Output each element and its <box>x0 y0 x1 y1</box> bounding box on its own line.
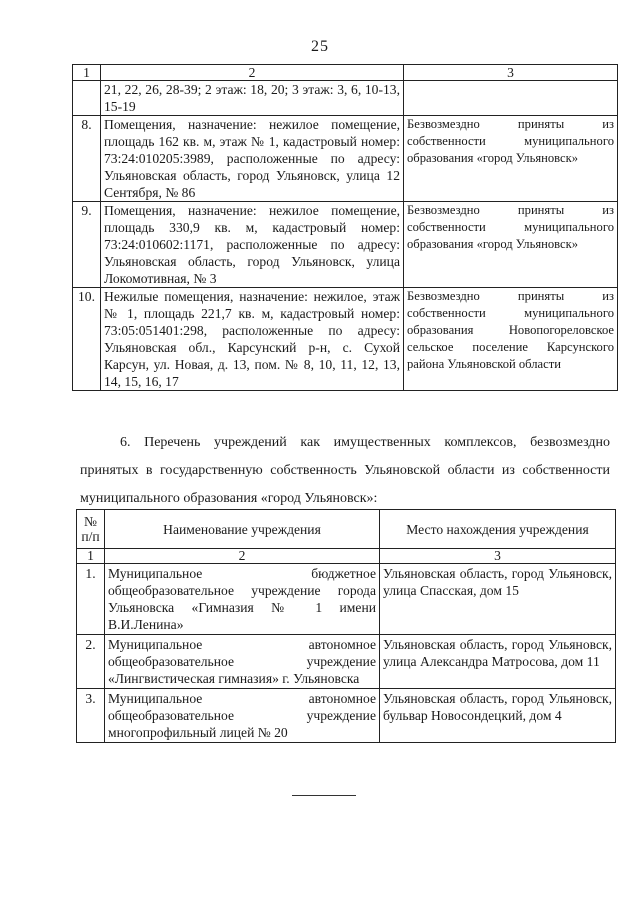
property-description: Помещения, назначение: нежилое помещение, площадь 162 кв. м, этаж № 1, кадастровый номер: 73:24:010205:3989, расположенные по адресу: Ульяновская область, город Ульяновск, улица 12 Сентября, № 86 <box>101 116 404 202</box>
table-row <box>73 202 618 288</box>
header-location: Место нахождения учреждения <box>380 510 616 549</box>
transfer-basis: Безвозмездно приняты из собственности муниципального образования Новопогореловское сельское поселение Карсунского района Ульяновской области <box>404 288 618 391</box>
row-number: 1. <box>77 564 105 635</box>
table-row <box>73 288 618 391</box>
property-description: Помещения, назначение: нежилое помещение, площадь 330,9 кв. м, кадастровый номер: 73:24:010602:1171, расположенные по адресу: Ульяновская область, город Ульяновск, улица Локомотивная, № 3 <box>101 202 404 288</box>
column-index-1: 1 <box>77 549 105 564</box>
page-number: 25 <box>311 38 329 55</box>
property-table <box>72 64 618 391</box>
header-number: № п/п <box>77 510 105 549</box>
transfer-basis <box>404 81 618 116</box>
transfer-basis: Безвозмездно приняты из собственности муниципального образования «город Ульяновск» <box>404 116 618 202</box>
institution-name: Муниципальное бюджетное общеобразовательное учреждение города Ульяновска «Гимназия № 1 имени В.И.Ленина» <box>105 564 380 635</box>
institution-location: Ульяновская область, город Ульяновск, бульвар Новосондецкий, дом 4 <box>380 689 616 743</box>
table-row <box>77 689 616 743</box>
column-index-2: 2 <box>105 549 380 564</box>
row-number: 3. <box>77 689 105 743</box>
column-index-3: 3 <box>380 549 616 564</box>
column-index-row <box>77 549 616 564</box>
row-number: 2. <box>77 635 105 689</box>
section-6-paragraph: 6. Перечень учреждений как имущественных комплексов, безвозмездно принятых в государственную собственность Ульяновской области из собственности муниципального образования «город Ульяновск»: <box>80 435 610 506</box>
column-index-3: 3 <box>404 65 618 81</box>
table-row <box>73 116 618 202</box>
institution-name: Муниципальное автономное общеобразовательное учреждение многопрофильный лицей № 20 <box>105 689 380 743</box>
table-header-row <box>73 65 618 81</box>
row-number: 9. <box>73 202 101 288</box>
row-number <box>73 81 101 116</box>
institution-location: Ульяновская область, город Ульяновск, улица Александра Матросова, дом 11 <box>380 635 616 689</box>
table-row <box>77 635 616 689</box>
header-institution-name: Наименование учреждения <box>105 510 380 549</box>
row-number: 10. <box>73 288 101 391</box>
column-index-1: 1 <box>73 65 101 81</box>
transfer-basis: Безвозмездно приняты из собственности муниципального образования «город Ульяновск» <box>404 202 618 288</box>
institution-location: Ульяновская область, город Ульяновск, улица Спасская, дом 15 <box>380 564 616 635</box>
row-number: 8. <box>73 116 101 202</box>
institution-name: Муниципальное автономное общеобразовательное учреждение «Лингвистическая гимназия» г. Ульяновска <box>105 635 380 689</box>
institutions-table <box>76 509 616 743</box>
property-description: Нежилые помещения, назначение: нежилое, этаж № 1, площадь 221,7 кв. м, кадастровый номер: 73:05:051401:298, расположенные по адресу: Ульяновская обл., Карсунский р-н, с. Сухой Карсун, ул. Новая, д. 13, пом. № 8, 10, 11, 12, 13, 14, 15, 16, 17 <box>101 288 404 391</box>
property-description: 21, 22, 26, 28-39; 2 этаж: 18, 20; 3 этаж: 3, 6, 10-13, 15-19 <box>101 81 404 116</box>
column-index-2: 2 <box>101 65 404 81</box>
closing-separator-line <box>292 795 356 796</box>
table-header-row <box>77 510 616 549</box>
table-row <box>77 564 616 635</box>
table-row <box>73 81 618 116</box>
